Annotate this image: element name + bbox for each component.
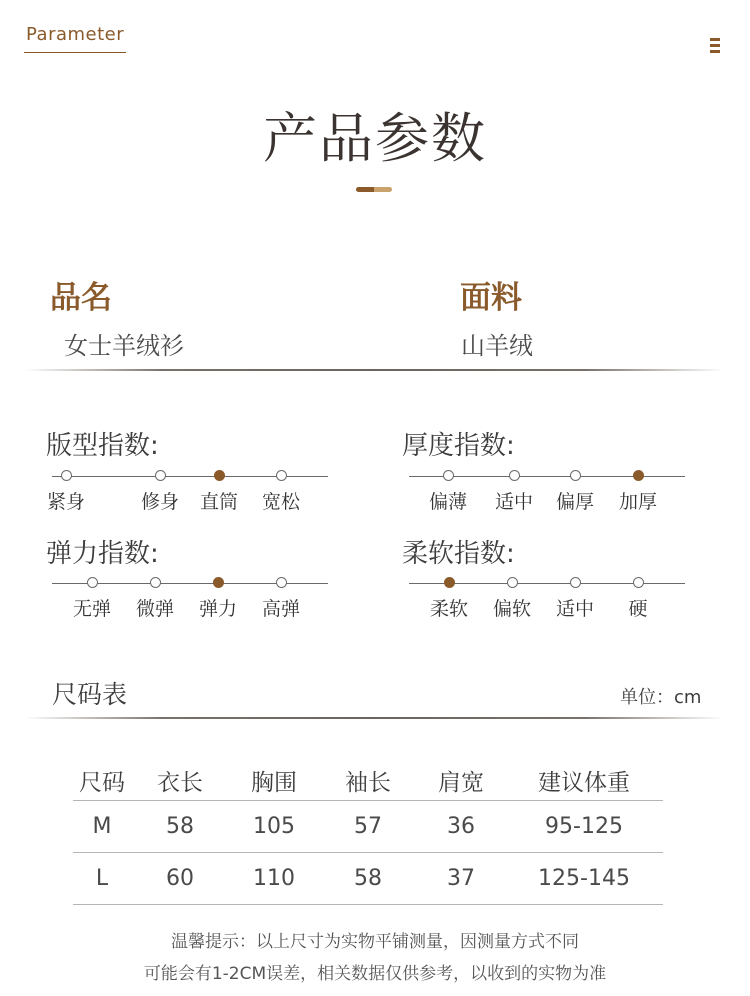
scale-option: [482, 576, 542, 621]
table-cell: 60: [131, 853, 229, 905]
scale-option-label: 紧身: [46, 491, 85, 513]
size-unit: 单位：cm: [620, 687, 702, 708]
scale-option-label: 无弹: [72, 598, 111, 620]
dot-icon: [507, 577, 518, 588]
fit-index-scale: [46, 469, 328, 513]
table-cell: L: [73, 853, 131, 905]
dot-icon: [150, 577, 161, 588]
table-cell: 110: [229, 853, 319, 905]
table-cell: 105: [229, 801, 319, 853]
table-cell: 95-125: [505, 801, 663, 853]
scale-option-label: 偏软: [492, 598, 531, 620]
tag-underline: [24, 52, 126, 53]
scale-option-label: 偏薄: [428, 491, 467, 513]
elasticity-index-scale: [52, 576, 328, 620]
scale-option-label: 弹力: [198, 598, 237, 620]
table-row: [73, 801, 663, 853]
dot-icon: [570, 470, 581, 481]
scale-option: [62, 576, 122, 621]
fit-index-title: 版型指数:: [46, 431, 159, 461]
header-cell: 衣长: [131, 760, 229, 801]
scale-option: [545, 576, 605, 621]
softness-index-title: 柔软指数:: [402, 539, 515, 569]
dot-icon: [509, 470, 520, 481]
header-cell: 肩宽: [417, 760, 505, 801]
table-cell: 58: [319, 853, 417, 905]
scale-option: [419, 576, 479, 621]
dot-icon: [155, 470, 166, 481]
title-decoration: [356, 187, 392, 192]
info-divider: [24, 369, 724, 371]
note-line-2: 可能会有1-2CM误差，相关数据仅供参考，以收到的实物为准: [143, 964, 607, 984]
note-line-1: 温馨提示：以上尺寸为实物平铺测量，因测量方式不同: [171, 932, 579, 952]
scale-option-label: 微弹: [135, 598, 174, 620]
material-value: 山羊绒: [461, 332, 533, 360]
selected-dot-icon: [633, 470, 644, 481]
softness-index-scale: [409, 576, 685, 620]
menu-icon[interactable]: [710, 38, 720, 56]
header-cell: 建议体重: [505, 760, 663, 801]
selected-dot-icon: [444, 577, 455, 588]
scale-option-label: 修身: [140, 491, 179, 513]
table-cell: 58: [131, 801, 229, 853]
dot-icon: [276, 577, 287, 588]
material-label: 面料: [460, 280, 522, 316]
table-cell: 36: [417, 801, 505, 853]
thickness-index-scale: [409, 469, 685, 513]
table-cell: 37: [417, 853, 505, 905]
dot-icon: [87, 577, 98, 588]
scale-option: [545, 469, 605, 514]
product-name-label: 品名: [50, 280, 112, 316]
scale-option-label: 高弹: [261, 598, 300, 620]
page-title: 产品参数: [263, 107, 487, 170]
scale-option: [125, 576, 185, 621]
table-row: [73, 853, 663, 905]
scale-option-label: 适中: [555, 598, 594, 620]
dot-icon: [61, 470, 72, 481]
size-table: [73, 760, 663, 905]
scale-option: [251, 576, 311, 621]
scale-option: [189, 469, 249, 514]
selected-dot-icon: [214, 470, 225, 481]
header-cell: 袖长: [319, 760, 417, 801]
parameter-tag: Parameter: [26, 24, 125, 45]
scale-option: [418, 469, 478, 514]
scale-option: [608, 576, 668, 621]
scale-option: [188, 576, 248, 621]
dot-icon: [276, 470, 287, 481]
scale-option-label: 加厚: [618, 491, 657, 513]
header-cell: 尺码: [73, 760, 131, 801]
scale-option: [608, 469, 668, 514]
scale-option: [484, 469, 544, 514]
scale-option: [130, 469, 190, 514]
dot-icon: [633, 577, 644, 588]
scale-option-label: 适中: [494, 491, 533, 513]
scale-option-label: 宽松: [261, 491, 300, 513]
scale-option-label: 直筒: [199, 491, 238, 513]
size-table-title: 尺码表: [52, 680, 128, 709]
dot-icon: [570, 577, 581, 588]
selected-dot-icon: [213, 577, 224, 588]
header-cell: 胸围: [229, 760, 319, 801]
table-cell: 57: [319, 801, 417, 853]
elasticity-index-title: 弹力指数:: [46, 539, 159, 569]
scale-option-label: 柔软: [429, 598, 468, 620]
scale-option: [251, 469, 311, 514]
table-cell: 125-145: [505, 853, 663, 905]
size-divider: [24, 717, 724, 719]
scale-option: [36, 469, 96, 514]
product-name-value: 女士羊绒衫: [64, 332, 184, 360]
scale-option-label: 硬: [628, 598, 648, 620]
table-cell: M: [73, 801, 131, 853]
size-table-header-row: [73, 760, 663, 801]
thickness-index-title: 厚度指数:: [402, 431, 515, 461]
dot-icon: [443, 470, 454, 481]
scale-option-label: 偏厚: [555, 491, 594, 513]
